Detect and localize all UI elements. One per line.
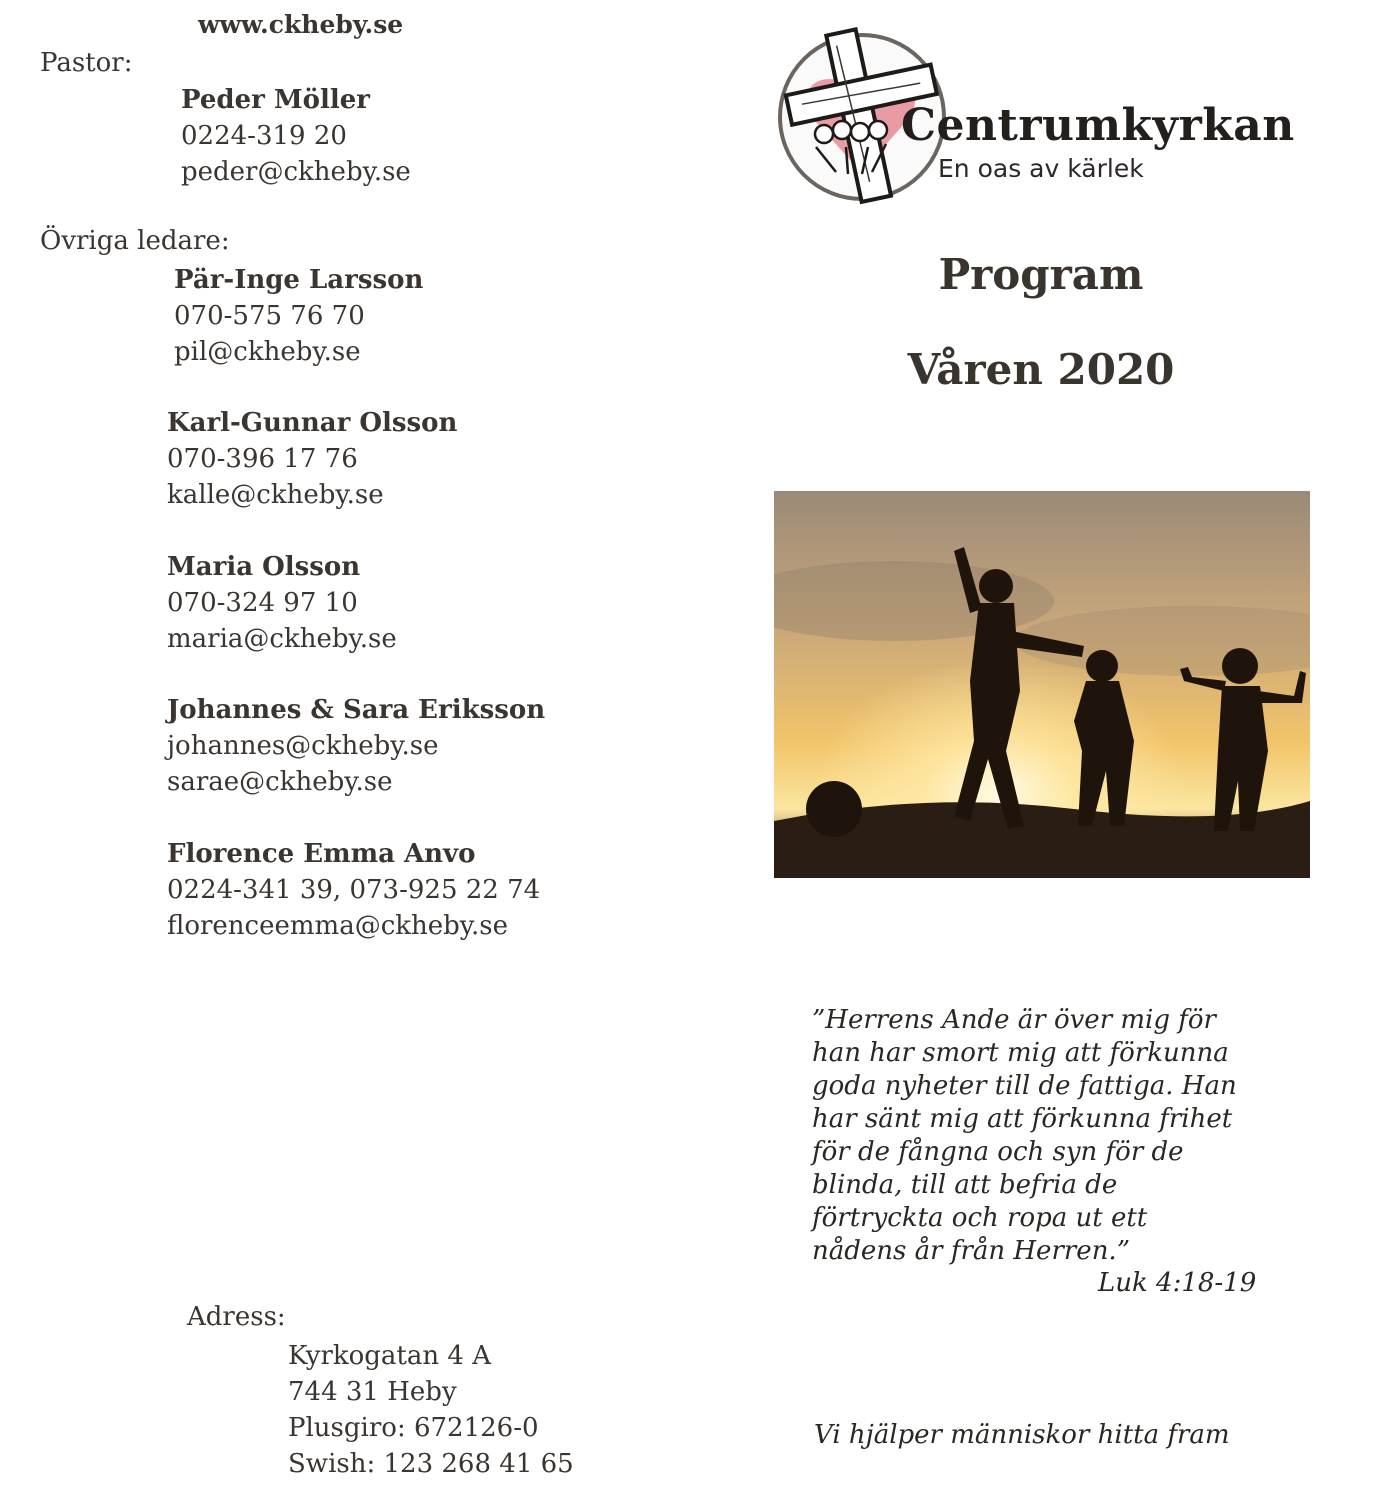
program-season: Våren 2020 [907,345,1175,394]
leader-name: Johannes & Sara Eriksson [167,695,546,725]
address-line: 744 31 Heby [288,1377,457,1407]
address-line: Plusgiro: 672126-0 [288,1413,539,1443]
leader-line[interactable]: kalle@ckheby.se [167,480,384,510]
leader-contact [167,692,545,800]
program-title: Program [938,250,1144,299]
pastor-label: Pastor: [40,48,133,78]
leader-name: Karl-Gunnar Olsson [167,408,458,438]
pastor-phone: 0224-319 20 [181,121,347,151]
logo-wordmark: Centrumkyrkan [901,100,1295,151]
leader-contact [167,549,397,657]
leader-line[interactable]: sarae@ckheby.se [167,767,393,797]
leader-line[interactable]: johannes@ckheby.se [167,731,439,761]
address-line: Kyrkogatan 4 A [288,1341,491,1371]
bible-quote: ”Herrens Ande är över mig för han har smort mig att förkunna goda nyheter till de fattiga. Han har sänt mig att förkunna frihet för de fångna och syn för de blinda, till att befria de förtryckta och ropa ut ett nådens år från Herren.” [812,1005,1237,1266]
pastor-contact [181,82,411,190]
leader-name: Pär-Inge Larsson [174,265,424,295]
church-logo [776,22,1301,210]
leader-line[interactable]: florenceemma@ckheby.se [167,911,509,941]
leader-line: 0224-341 39, 073-925 22 74 [167,875,541,905]
leader-name: Florence Emma Anvo [167,839,476,869]
pastor-name: Peder Möller [181,85,370,115]
leader-line: 070-396 17 76 [167,444,358,474]
address-label: Adress: [187,1302,286,1332]
leader-contact [167,405,457,513]
leader-line[interactable]: pil@ckheby.se [174,337,361,367]
logo-tagline: En oas av kärlek [938,154,1144,183]
leaders-label: Övriga ledare: [40,226,230,256]
leader-contact [167,836,540,944]
leader-contact [174,262,423,370]
pastor-email[interactable]: peder@ckheby.se [181,157,411,187]
children-sunset-photo [774,491,1310,878]
website-url[interactable]: www.ckheby.se [198,10,404,39]
quote-reference: Luk 4:18-19 [1098,1268,1257,1298]
leader-line: 070-575 76 70 [174,301,365,331]
leader-name: Maria Olsson [167,552,361,582]
leader-line[interactable]: maria@ckheby.se [167,624,397,654]
address-block [288,1338,574,1482]
leader-line: 070-324 97 10 [167,588,358,618]
address-line: Swish: 123 268 41 65 [288,1449,574,1479]
slogan: Vi hjälper människor hitta fram [814,1420,1230,1450]
